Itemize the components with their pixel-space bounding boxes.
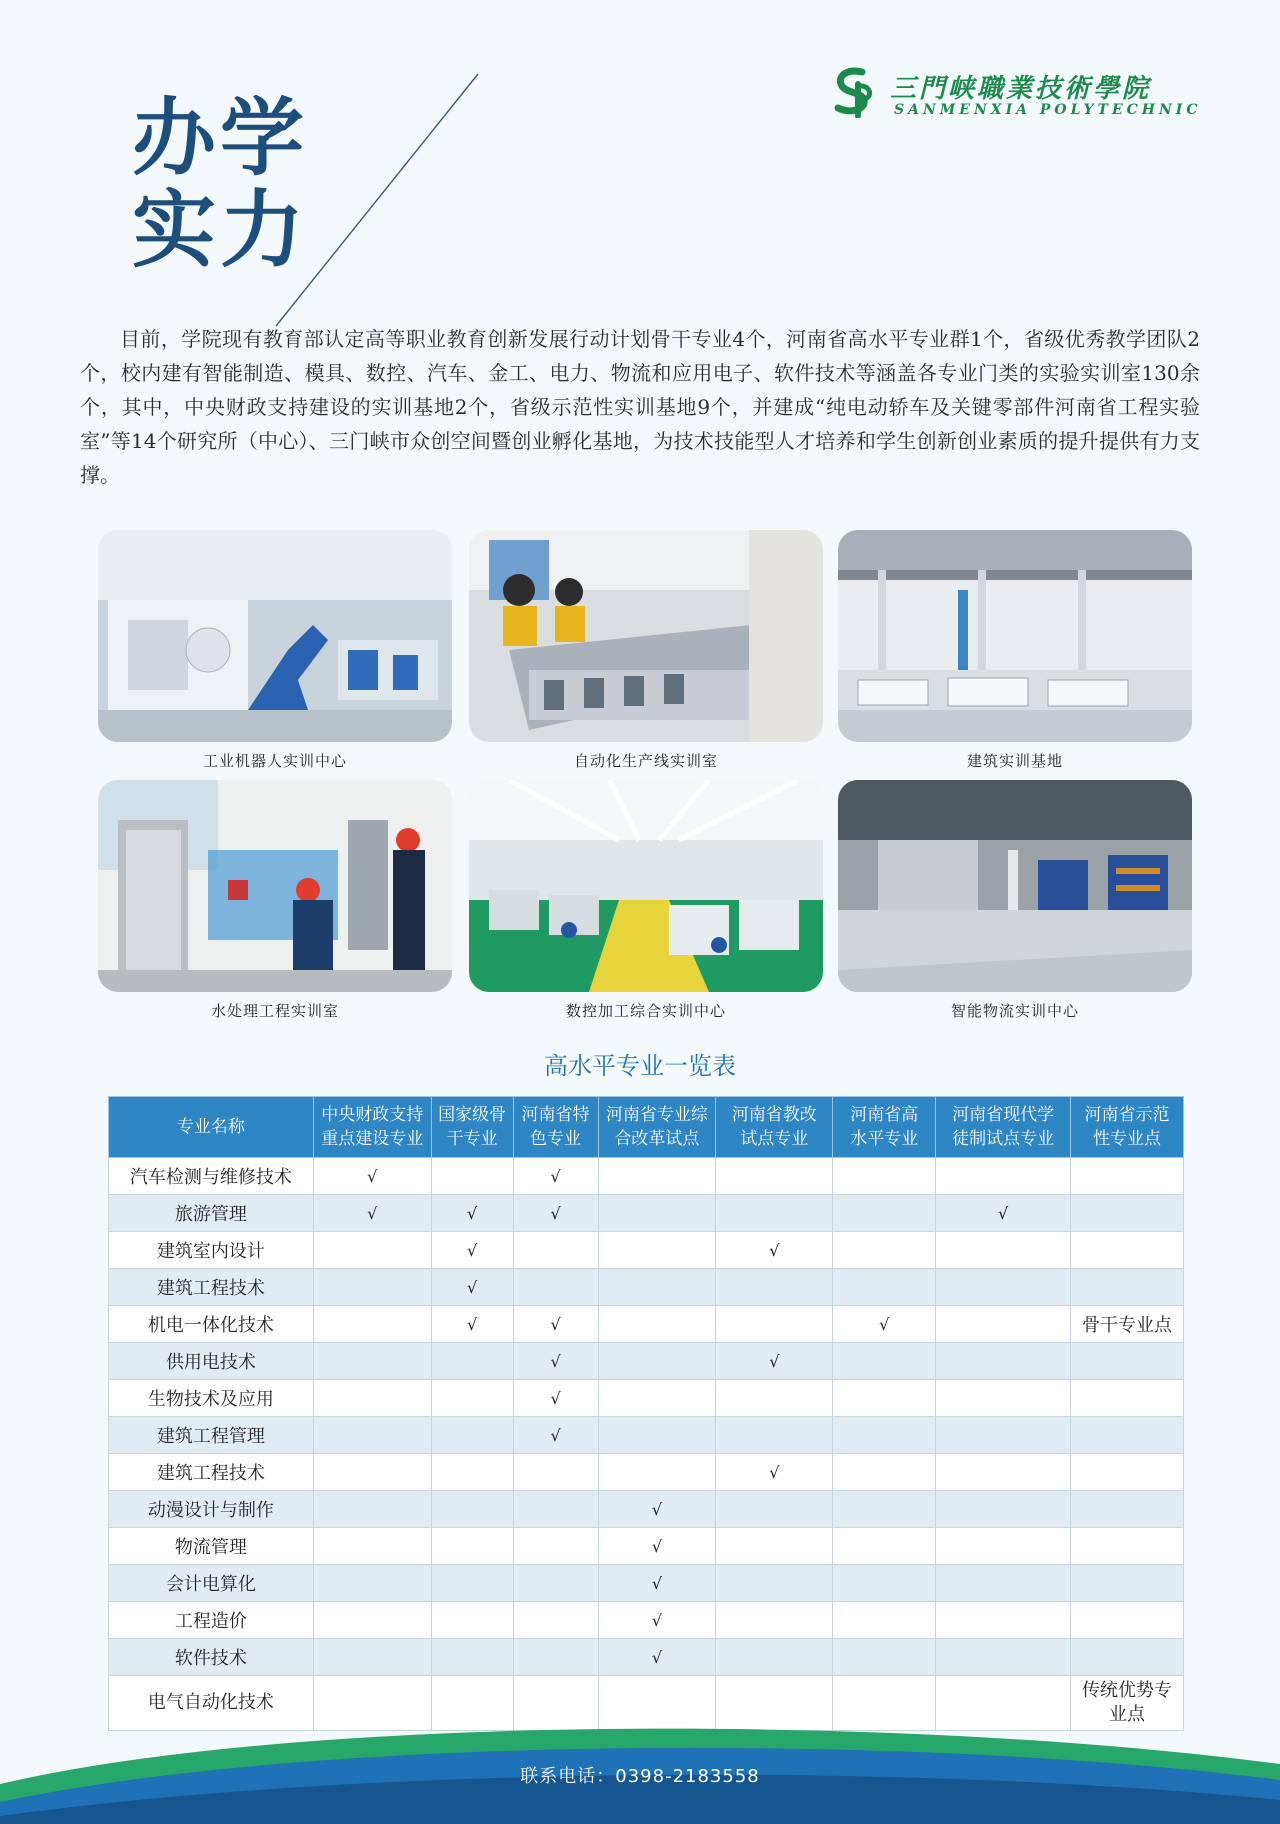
table-cell: 骨干专业点 bbox=[1071, 1306, 1184, 1343]
major-name-cell: 建筑工程技术 bbox=[109, 1454, 314, 1491]
majors-table bbox=[108, 1096, 1184, 1731]
column-header-line: 中央财政支持 bbox=[321, 1105, 424, 1125]
table-cell bbox=[431, 1158, 513, 1195]
table-cell bbox=[936, 1676, 1071, 1731]
table-cell bbox=[936, 1491, 1071, 1528]
check-cell: √ bbox=[716, 1454, 833, 1491]
table-cell bbox=[598, 1195, 716, 1232]
table-cell bbox=[313, 1602, 431, 1639]
photo-logistics-center bbox=[838, 780, 1192, 992]
column-header-line: 河南省专业综 bbox=[605, 1105, 708, 1125]
table-cell bbox=[1071, 1343, 1184, 1380]
photo-automation-line bbox=[469, 530, 823, 742]
table-cell bbox=[936, 1269, 1071, 1306]
table-cell bbox=[1071, 1602, 1184, 1639]
table-cell bbox=[513, 1232, 598, 1269]
table-cell bbox=[431, 1676, 513, 1731]
table-header-row bbox=[109, 1097, 1184, 1158]
major-name-cell: 建筑工程管理 bbox=[109, 1417, 314, 1454]
table-row bbox=[109, 1491, 1184, 1528]
table-cell bbox=[833, 1528, 936, 1565]
table-cell bbox=[716, 1417, 833, 1454]
table-cell bbox=[598, 1306, 716, 1343]
table-cell bbox=[313, 1380, 431, 1417]
check-cell: √ bbox=[513, 1417, 598, 1454]
major-name-cell: 旅游管理 bbox=[109, 1195, 314, 1232]
major-name-cell: 生物技术及应用 bbox=[109, 1380, 314, 1417]
table-cell bbox=[313, 1343, 431, 1380]
table-cell bbox=[313, 1639, 431, 1676]
table-cell bbox=[833, 1639, 936, 1676]
table-cell bbox=[313, 1417, 431, 1454]
photo-caption: 智能物流实训中心 bbox=[950, 1002, 1079, 1020]
column-header bbox=[1071, 1097, 1184, 1158]
check-cell: √ bbox=[598, 1491, 716, 1528]
table-cell bbox=[833, 1269, 936, 1306]
column-header-line: 河南省特 bbox=[521, 1105, 590, 1125]
photo-caption: 数控加工综合实训中心 bbox=[565, 1002, 726, 1020]
check-cell: √ bbox=[513, 1380, 598, 1417]
table-row bbox=[109, 1380, 1184, 1417]
photo-card bbox=[98, 530, 452, 771]
check-cell: √ bbox=[598, 1565, 716, 1602]
table-cell bbox=[1071, 1158, 1184, 1195]
table-cell bbox=[513, 1454, 598, 1491]
photo-robot-training-center bbox=[98, 530, 452, 742]
check-cell: √ bbox=[598, 1528, 716, 1565]
table-cell bbox=[1071, 1232, 1184, 1269]
column-header-line: 河南省教改 bbox=[731, 1105, 817, 1125]
column-header-line: 河南省示范 bbox=[1084, 1105, 1170, 1125]
table-row bbox=[109, 1676, 1184, 1731]
check-cell: √ bbox=[936, 1195, 1071, 1232]
column-header-line: 水平专业 bbox=[850, 1129, 919, 1149]
column-header-line: 河南省现代学 bbox=[952, 1105, 1055, 1125]
table-cell bbox=[1071, 1639, 1184, 1676]
photo-caption: 自动化生产线实训室 bbox=[573, 752, 718, 770]
column-header bbox=[313, 1097, 431, 1158]
table-cell bbox=[598, 1676, 716, 1731]
table-cell bbox=[1071, 1528, 1184, 1565]
check-cell: √ bbox=[313, 1195, 431, 1232]
table-cell bbox=[1071, 1565, 1184, 1602]
table-cell bbox=[598, 1269, 716, 1306]
table-cell bbox=[513, 1565, 598, 1602]
check-cell: √ bbox=[431, 1269, 513, 1306]
table-cell bbox=[313, 1454, 431, 1491]
table-cell bbox=[936, 1343, 1071, 1380]
photo-construction-base bbox=[838, 530, 1192, 742]
major-name-cell: 动漫设计与制作 bbox=[109, 1491, 314, 1528]
column-header bbox=[833, 1097, 936, 1158]
check-cell: √ bbox=[431, 1232, 513, 1269]
column-header bbox=[431, 1097, 513, 1158]
table-row bbox=[109, 1528, 1184, 1565]
major-name-cell: 电气自动化技术 bbox=[109, 1676, 314, 1731]
table-cell bbox=[513, 1676, 598, 1731]
column-header-line: 合改革试点 bbox=[614, 1129, 700, 1149]
table-cell bbox=[936, 1565, 1071, 1602]
table-cell bbox=[431, 1602, 513, 1639]
table-cell bbox=[716, 1306, 833, 1343]
column-header-line: 试点专业 bbox=[740, 1129, 809, 1149]
major-name-cell: 物流管理 bbox=[109, 1528, 314, 1565]
column-header-line: 徒制试点专业 bbox=[952, 1129, 1055, 1149]
table-row bbox=[109, 1306, 1184, 1343]
photo-caption: 建筑实训基地 bbox=[966, 752, 1063, 770]
table-cell bbox=[513, 1602, 598, 1639]
section-title-line-2: 实力 bbox=[132, 181, 309, 279]
major-name-cell: 机电一体化技术 bbox=[109, 1306, 314, 1343]
major-name-cell: 建筑工程技术 bbox=[109, 1269, 314, 1306]
table-cell bbox=[431, 1491, 513, 1528]
table-cell bbox=[716, 1158, 833, 1195]
check-cell: √ bbox=[513, 1343, 598, 1380]
column-header bbox=[716, 1097, 833, 1158]
section-title-line-1: 办学 bbox=[132, 89, 309, 187]
check-cell: √ bbox=[513, 1158, 598, 1195]
logo-chinese-name: 三門峡職業技術學院 bbox=[890, 74, 1152, 104]
table-cell bbox=[513, 1269, 598, 1306]
photo-card bbox=[838, 530, 1192, 771]
column-header-line: 专业名称 bbox=[176, 1117, 245, 1137]
table-cell bbox=[716, 1639, 833, 1676]
table-cell bbox=[431, 1343, 513, 1380]
college-logo bbox=[828, 66, 1202, 122]
table-cell bbox=[936, 1158, 1071, 1195]
table-cell bbox=[936, 1380, 1071, 1417]
photo-cnc-center bbox=[469, 780, 823, 992]
table-cell bbox=[1071, 1269, 1184, 1306]
major-name-cell: 软件技术 bbox=[109, 1639, 314, 1676]
table-row bbox=[109, 1602, 1184, 1639]
table-cell bbox=[313, 1676, 431, 1731]
column-header-line: 色专业 bbox=[530, 1129, 582, 1149]
check-cell: √ bbox=[431, 1306, 513, 1343]
table-row bbox=[109, 1158, 1184, 1195]
table-cell bbox=[313, 1565, 431, 1602]
table-cell bbox=[716, 1491, 833, 1528]
table-cell bbox=[833, 1491, 936, 1528]
table-cell bbox=[833, 1602, 936, 1639]
table-cell bbox=[1071, 1417, 1184, 1454]
table-cell bbox=[936, 1602, 1071, 1639]
photo-grid bbox=[98, 530, 1192, 1020]
column-header-line: 国家级骨 bbox=[438, 1105, 507, 1125]
logo-english-name: SANMENXIA POLYTECHNIC bbox=[894, 102, 1202, 118]
photo-card bbox=[838, 780, 1192, 1021]
major-name-cell: 会计电算化 bbox=[109, 1565, 314, 1602]
table-cell bbox=[833, 1565, 936, 1602]
table-cell bbox=[431, 1565, 513, 1602]
table-cell bbox=[598, 1380, 716, 1417]
table-cell bbox=[1071, 1454, 1184, 1491]
table-cell bbox=[1071, 1380, 1184, 1417]
table-cell bbox=[936, 1528, 1071, 1565]
contact-phone: 联系电话：0398-2183558 bbox=[520, 1766, 760, 1787]
table-cell bbox=[716, 1380, 833, 1417]
table-cell bbox=[833, 1380, 936, 1417]
table-cell bbox=[833, 1158, 936, 1195]
column-header-line: 性专业点 bbox=[1093, 1129, 1161, 1149]
table-cell bbox=[598, 1232, 716, 1269]
table-cell bbox=[833, 1195, 936, 1232]
table-cell bbox=[431, 1528, 513, 1565]
table-cell bbox=[936, 1639, 1071, 1676]
table-cell bbox=[431, 1417, 513, 1454]
table-cell bbox=[431, 1639, 513, 1676]
table-cell bbox=[936, 1417, 1071, 1454]
table-cell bbox=[833, 1676, 936, 1731]
table-row bbox=[109, 1417, 1184, 1454]
column-header-line: 干专业 bbox=[446, 1129, 498, 1149]
table-cell bbox=[716, 1528, 833, 1565]
check-cell: √ bbox=[833, 1306, 936, 1343]
check-cell: √ bbox=[513, 1195, 598, 1232]
table-cell bbox=[431, 1454, 513, 1491]
table-cell bbox=[716, 1602, 833, 1639]
table-cell bbox=[936, 1454, 1071, 1491]
table-cell bbox=[313, 1491, 431, 1528]
table-cell bbox=[598, 1343, 716, 1380]
column-header-line: 重点建设专业 bbox=[321, 1129, 424, 1149]
major-name-cell: 供用电技术 bbox=[109, 1343, 314, 1380]
table-cell bbox=[936, 1232, 1071, 1269]
column-header bbox=[513, 1097, 598, 1158]
table-cell bbox=[598, 1158, 716, 1195]
check-cell: √ bbox=[716, 1232, 833, 1269]
photo-caption: 水处理工程实训室 bbox=[210, 1002, 339, 1020]
table-cell bbox=[431, 1380, 513, 1417]
logo-emblem-icon bbox=[828, 66, 880, 118]
table-cell bbox=[313, 1306, 431, 1343]
check-cell: √ bbox=[513, 1306, 598, 1343]
table-cell bbox=[598, 1417, 716, 1454]
column-header-name bbox=[109, 1097, 314, 1158]
check-cell: √ bbox=[431, 1195, 513, 1232]
table-cell bbox=[936, 1306, 1071, 1343]
table-cell bbox=[313, 1528, 431, 1565]
check-cell: √ bbox=[598, 1639, 716, 1676]
table-row bbox=[109, 1195, 1184, 1232]
table-cell bbox=[716, 1269, 833, 1306]
table-row bbox=[109, 1565, 1184, 1602]
table-row bbox=[109, 1232, 1184, 1269]
table-cell bbox=[513, 1491, 598, 1528]
column-header bbox=[936, 1097, 1071, 1158]
check-cell: √ bbox=[313, 1158, 431, 1195]
photo-card bbox=[469, 780, 823, 1021]
table-cell bbox=[716, 1195, 833, 1232]
table-cell bbox=[1071, 1491, 1184, 1528]
decorative-slash bbox=[270, 70, 480, 330]
table-row bbox=[109, 1639, 1184, 1676]
major-name-cell: 汽车检测与维修技术 bbox=[109, 1158, 314, 1195]
table-row bbox=[109, 1343, 1184, 1380]
table-cell bbox=[513, 1528, 598, 1565]
table-cell bbox=[1071, 1195, 1184, 1232]
table-cell bbox=[513, 1639, 598, 1676]
check-cell: √ bbox=[716, 1343, 833, 1380]
check-cell: √ bbox=[598, 1602, 716, 1639]
table-row bbox=[109, 1454, 1184, 1491]
table-row bbox=[109, 1269, 1184, 1306]
table-cell bbox=[833, 1343, 936, 1380]
table-cell bbox=[716, 1676, 833, 1731]
column-header-line: 河南省高 bbox=[850, 1105, 919, 1125]
photo-card bbox=[98, 780, 452, 1021]
photo-caption: 工业机器人实训中心 bbox=[202, 752, 347, 770]
table-cell bbox=[833, 1454, 936, 1491]
table-cell bbox=[313, 1269, 431, 1306]
table-cell: 传统优势专业点 bbox=[1071, 1676, 1184, 1731]
table-cell bbox=[313, 1232, 431, 1269]
table-cell bbox=[833, 1417, 936, 1454]
table-title: 高水平专业一览表 bbox=[544, 1052, 736, 1080]
major-name-cell: 建筑室内设计 bbox=[109, 1232, 314, 1269]
column-header bbox=[598, 1097, 716, 1158]
intro-paragraph: 目前，学院现有教育部认定高等职业教育创新发展行动计划骨干专业4个，河南省高水平专业群1个，省级优秀教学团队2个，校内建有智能制造、模具、数控、汽车、金工、电力、物流和应用电子、软件技术等涵盖各专业门类的实验实训室130余个，其中，中央财政支持建设的实训基地2个，省级示范性实训基地9个，并建成“纯电动轿车及关键零部件河南省工程实验室”等14个研究所（中心）、三门峡市众创空间暨创业孵化基地，为技术技能型人才培养和学生创新创业素质的提升提供有力支撑。 bbox=[80, 327, 1200, 487]
table-cell bbox=[716, 1565, 833, 1602]
table-cell bbox=[833, 1232, 936, 1269]
photo-card bbox=[469, 530, 823, 771]
photo-water-treatment bbox=[98, 780, 452, 992]
major-name-cell: 工程造价 bbox=[109, 1602, 314, 1639]
table-cell bbox=[598, 1454, 716, 1491]
